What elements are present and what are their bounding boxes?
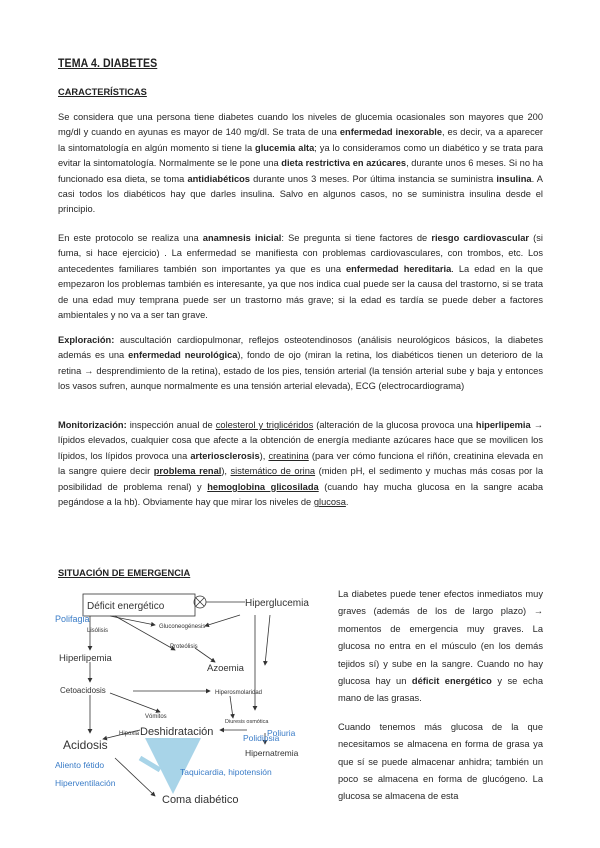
section-heading-emergencia: SITUACIÓN DE EMERGENCIA bbox=[58, 568, 191, 578]
node-deshidratacion: Deshidratación bbox=[140, 726, 214, 738]
paragraph-anamnesis: En este protocolo se realiza una anamnesis inicial: Se pregunta si tiene factores de riesgo cardiovascular (si fuma, si hace ejercicio) . La enfermedad se manifiesta con problemas cardiovasculares, con trombos, etc. Los antecedentes familiares también son importantes ya que es una enfermedad hereditaria. La edad en la que empezaron los problemas también es interesante, ya que nos indica cual puede ser la causa del trastorno, si se trata de una edad muy temprana puede ser un trastorno más grave; si la edad es tardía se puede deber a factores ambientales y no va a ser tan grave. bbox=[58, 233, 543, 321]
node-diuresis: Diuresis osmótica bbox=[225, 719, 269, 725]
node-proteolisis: Proteólisis bbox=[170, 644, 198, 650]
node-hiperglucemia: Hiperglucemia bbox=[245, 598, 309, 609]
node-hiperventilacion: Hiperventilación bbox=[55, 778, 116, 788]
node-gluconeogenesis: Gluconeogénesis bbox=[159, 624, 206, 630]
node-acidosis: Acidosis bbox=[63, 738, 108, 752]
node-vomitos: Vómitos bbox=[145, 714, 167, 720]
node-hipoxia: Hipoxia bbox=[119, 731, 140, 737]
node-polidipsia: Polidipsia bbox=[243, 733, 280, 743]
node-azoemia: Azoemia bbox=[207, 663, 244, 674]
page-title: TEMA 4. DIABETES bbox=[58, 58, 158, 70]
paragraph-monitorizacion: Monitorización: inspección anual de colesterol y triglicéridos (alteración de la glucosa provoca una hiperlipemia → lípidos elevados, cualquier cosa que afecte a la obtención de energía mediante azúcares hace que se movilicen los lípidos, los lípidos provoca una arteriosclerosis), creatinina (para ver cómo funciona el riñón, creatinina elevada en la sangre quiere decir problema renal), sistemático de orina (miden pH, el sedimento y muchas más cosas por la posibilidad de problema renal) y hemoglobina glicosilada (cuando hay mucha glucosa en la sangre acaba pegándose a la hb). Obviamente hay que mirar los niveles de glucosa. bbox=[58, 420, 543, 508]
emergency-text-column bbox=[338, 586, 543, 817]
paragraph-exploracion: Exploración: auscultación cardiopulmonar, reflejos osteotendinosos (análisis neurológicos básicos, la diabetes además es una enfermedad neurológica), fondo de ojo (miran la retina, los diabéticos tienen un deterioro de la retina → desprendimiento de la retina), estado de los pies, tensión arterial (la tensión arterial sube y baja y entonces los vasos sufren, aunque normalmente es una tensión arterial elevada), ECG (electrocardiograma) bbox=[58, 335, 543, 392]
emergency-flow-diagram bbox=[55, 590, 325, 820]
node-hipernatremia: Hipernatremia bbox=[245, 748, 299, 758]
paragraph-definition: Se considera que una persona tiene diabetes cuando los niveles de glucemia ocasionales son mayores que 200 mg/dl y cuando en ayunas es mayor de 140 mg/dl. Se trata de una enfermedad inexorable, es decir, va a aparecer la sintomatología en algún momento si tiene la glucemia alta; ya lo consideramos como un diabético y se trata para evitar la sintomatología. Normalmente se le pone una dieta restrictiva en azúcares, durante unos 6 meses. Si no ha funcionado esa dieta, se toma antidiabéticos durante unos 3 meses. Por última instancia se suministra insulina. A casi todos los diabéticos hay que darles insulina. Salvo en algunos casos, no se suministra insulina desde el principio. bbox=[58, 112, 544, 215]
node-lisis: Lisólisis bbox=[87, 628, 109, 634]
node-cetoacidosis: Cetoacidosis bbox=[60, 686, 106, 695]
node-coma-diabetico: Coma diabético bbox=[162, 794, 239, 806]
paragraph-emergencia-1: La diabetes puede tener efectos inmediatos muy graves (además de los de largo plazo) → momentos de emergencia muy graves. La glucosa no entra en el músculo (en los demás tejidos sí) y sube en la sangre. Cuando no hay glucosa hay un déficit energético y se echa mano de las grasas. bbox=[338, 589, 543, 704]
section-heading-caracteristicas: CARACTERÍSTICAS bbox=[58, 87, 147, 97]
node-hiperlipemia: Hiperlipemia bbox=[59, 653, 112, 664]
node-taquicardia: Taquicardia, hipotensión bbox=[180, 767, 272, 777]
node-hiperosmolaridad: Hiperosmolaridad bbox=[215, 690, 263, 696]
node-polifagia: Polifagia bbox=[55, 614, 90, 624]
node-deficit: Déficit energético bbox=[87, 601, 165, 612]
paragraph-emergencia-2: Cuando tenemos más glucosa de la que necesitamos se almacena en forma de grasa ya que sí se puede almacenar anhidra; también un poco se almacena en forma de glucógeno. La glucosa se almacena de esta bbox=[338, 721, 543, 802]
node-aliento-fetido: Aliento fétido bbox=[55, 760, 105, 770]
node-poliuria: Poliuria bbox=[267, 728, 296, 738]
